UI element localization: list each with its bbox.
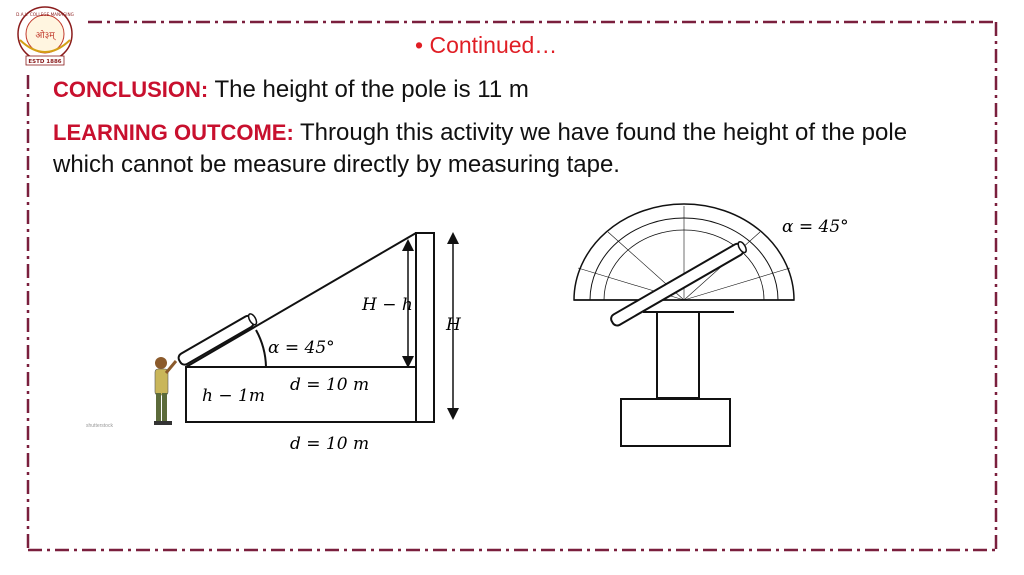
- label-alpha-protractor: α = 45°: [782, 217, 849, 237]
- learning-outcome-text: Through this activity we have found the height of the pole which cannot be measure directly by measuring tape.: [53, 119, 908, 178]
- pole-height-diagram: [80, 200, 940, 470]
- angle-arc: [256, 330, 266, 367]
- label-d-inner: d = 10 m: [290, 375, 370, 395]
- pole: [416, 233, 434, 422]
- svg-text:ओ३म्: ओ३म्: [35, 31, 55, 41]
- logo-estd: ESTD 1886: [28, 59, 62, 65]
- learning-outcome-line: [53, 117, 953, 181]
- conclusion-label: CONCLUSION:: [53, 77, 209, 102]
- label-H-minus-h: H − h: [362, 295, 413, 315]
- continued-bullet: • Continued…: [415, 32, 558, 58]
- dav-logo: [8, 4, 82, 68]
- watermark: shutterstock: [86, 423, 113, 429]
- label-h-minus-1m: h − 1m: [202, 386, 265, 406]
- continued-text: Continued…: [429, 32, 558, 58]
- label-d-bottom: d = 10 m: [290, 434, 370, 454]
- observer-figure: [154, 357, 176, 425]
- label-alpha: α = 45°: [268, 338, 335, 358]
- learning-outcome-label: LEARNING OUTCOME:: [53, 120, 294, 145]
- stand: [621, 312, 734, 446]
- sighting-tube: [177, 313, 258, 367]
- label-H: H: [446, 315, 461, 335]
- conclusion-line: [53, 74, 529, 106]
- conclusion-text: The height of the pole is 11 m: [208, 76, 529, 103]
- svg-text:D.A.V. COLLEGE MANAGING: D.A.V. COLLEGE MANAGING: [16, 12, 74, 17]
